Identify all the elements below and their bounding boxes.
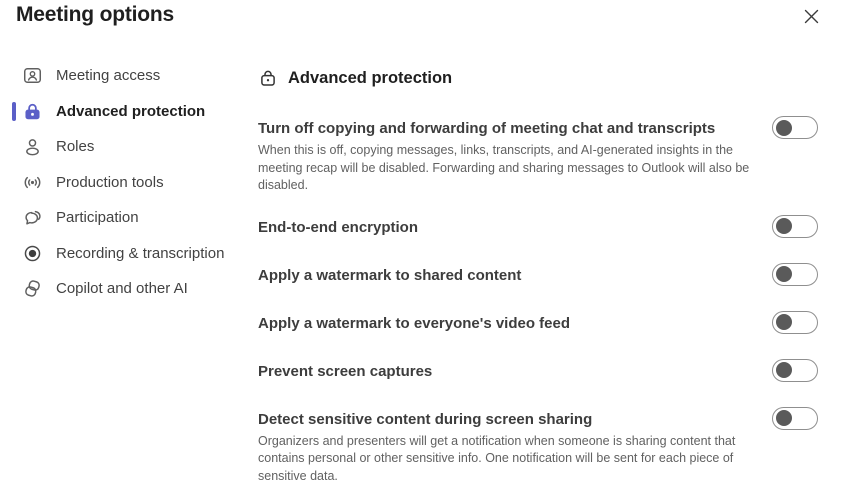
page-title: Meeting options bbox=[16, 3, 174, 26]
sidebar-item-participation[interactable] bbox=[12, 200, 250, 236]
sidebar bbox=[12, 58, 250, 307]
setting-row-detect-sensitive-content bbox=[258, 410, 818, 486]
toggle-knob bbox=[776, 362, 792, 378]
toggle-knob bbox=[776, 266, 792, 282]
settings-list bbox=[258, 119, 818, 485]
toggle-watermark-shared-content[interactable] bbox=[772, 263, 818, 286]
selection-indicator bbox=[12, 102, 16, 121]
toggle-prevent-screen-captures[interactable] bbox=[772, 359, 818, 382]
setting-title: Prevent screen captures bbox=[258, 362, 433, 380]
sidebar-item-advanced-protection[interactable] bbox=[12, 94, 250, 130]
sidebar-item-meeting-access[interactable] bbox=[12, 58, 250, 94]
main-content bbox=[258, 68, 818, 500]
sidebar-item-label: Roles bbox=[56, 138, 95, 156]
selection-indicator bbox=[12, 208, 16, 227]
lock-filled-icon bbox=[22, 101, 43, 122]
sidebar-item-roles[interactable] bbox=[12, 129, 250, 165]
sidebar-item-label: Meeting access bbox=[56, 67, 161, 85]
setting-description: When this is off, copying messages, links, transcripts, and AI-generated insights in the meeting recap will be disabled. Forwarding and sharing messages to Outlook will also be disabled. bbox=[258, 143, 750, 192]
sidebar-item-recording-transcription[interactable] bbox=[12, 236, 250, 272]
toggle-copy-forward[interactable] bbox=[772, 116, 818, 139]
toggle-knob bbox=[776, 314, 792, 330]
sidebar-item-label: Participation bbox=[56, 209, 139, 227]
toggle-watermark-video-feed[interactable] bbox=[772, 311, 818, 334]
setting-row-prevent-screen-captures bbox=[258, 362, 818, 382]
lock-icon bbox=[258, 68, 278, 88]
person-icon bbox=[22, 136, 43, 157]
setting-row-watermark-shared-content bbox=[258, 266, 818, 286]
live-icon bbox=[22, 172, 43, 193]
sidebar-item-label: Advanced protection bbox=[56, 102, 206, 120]
sidebar-item-label: Copilot and other AI bbox=[56, 280, 188, 298]
setting-title: Apply a watermark to everyone's video feed bbox=[258, 314, 571, 332]
selection-indicator bbox=[12, 279, 16, 298]
section-heading bbox=[258, 68, 818, 88]
close-icon bbox=[803, 8, 820, 25]
sidebar-item-copilot-and-other-ai[interactable] bbox=[12, 271, 250, 307]
setting-title: Apply a watermark to shared content bbox=[258, 266, 522, 284]
setting-row-e2e-encryption bbox=[258, 218, 818, 238]
selection-indicator bbox=[12, 244, 16, 263]
sidebar-item-label: Production tools bbox=[56, 173, 164, 191]
toggle-knob bbox=[776, 120, 792, 136]
selection-indicator bbox=[12, 137, 16, 156]
selection-indicator bbox=[12, 173, 16, 192]
record-icon bbox=[22, 243, 43, 264]
setting-row-copy-forward bbox=[258, 119, 818, 195]
setting-title: Turn off copying and forwarding of meeting chat and transcripts bbox=[258, 120, 716, 137]
setting-description: Organizers and presenters will get a notification when someone is sharing content that contains personal or other sensitive info. One notification will be sent for each piece of sensitive data. bbox=[258, 433, 736, 483]
chat-icon bbox=[22, 207, 43, 228]
selection-indicator bbox=[12, 66, 16, 85]
toggle-knob bbox=[776, 410, 792, 426]
sidebar-item-label: Recording & transcription bbox=[56, 244, 225, 262]
toggle-e2e-encryption[interactable] bbox=[772, 215, 818, 238]
setting-title: End-to-end encryption bbox=[258, 218, 418, 236]
close-button[interactable] bbox=[799, 4, 823, 28]
setting-title: Detect sensitive content during screen sharing bbox=[258, 410, 593, 428]
toggle-knob bbox=[776, 218, 792, 234]
sidebar-item-production-tools[interactable] bbox=[12, 165, 250, 201]
toggle-detect-sensitive-content[interactable] bbox=[772, 407, 818, 430]
setting-row-watermark-video-feed bbox=[258, 314, 818, 334]
copilot-icon bbox=[22, 278, 43, 299]
section-heading-title: Advanced protection bbox=[288, 68, 453, 87]
contact-card-icon bbox=[22, 65, 43, 86]
